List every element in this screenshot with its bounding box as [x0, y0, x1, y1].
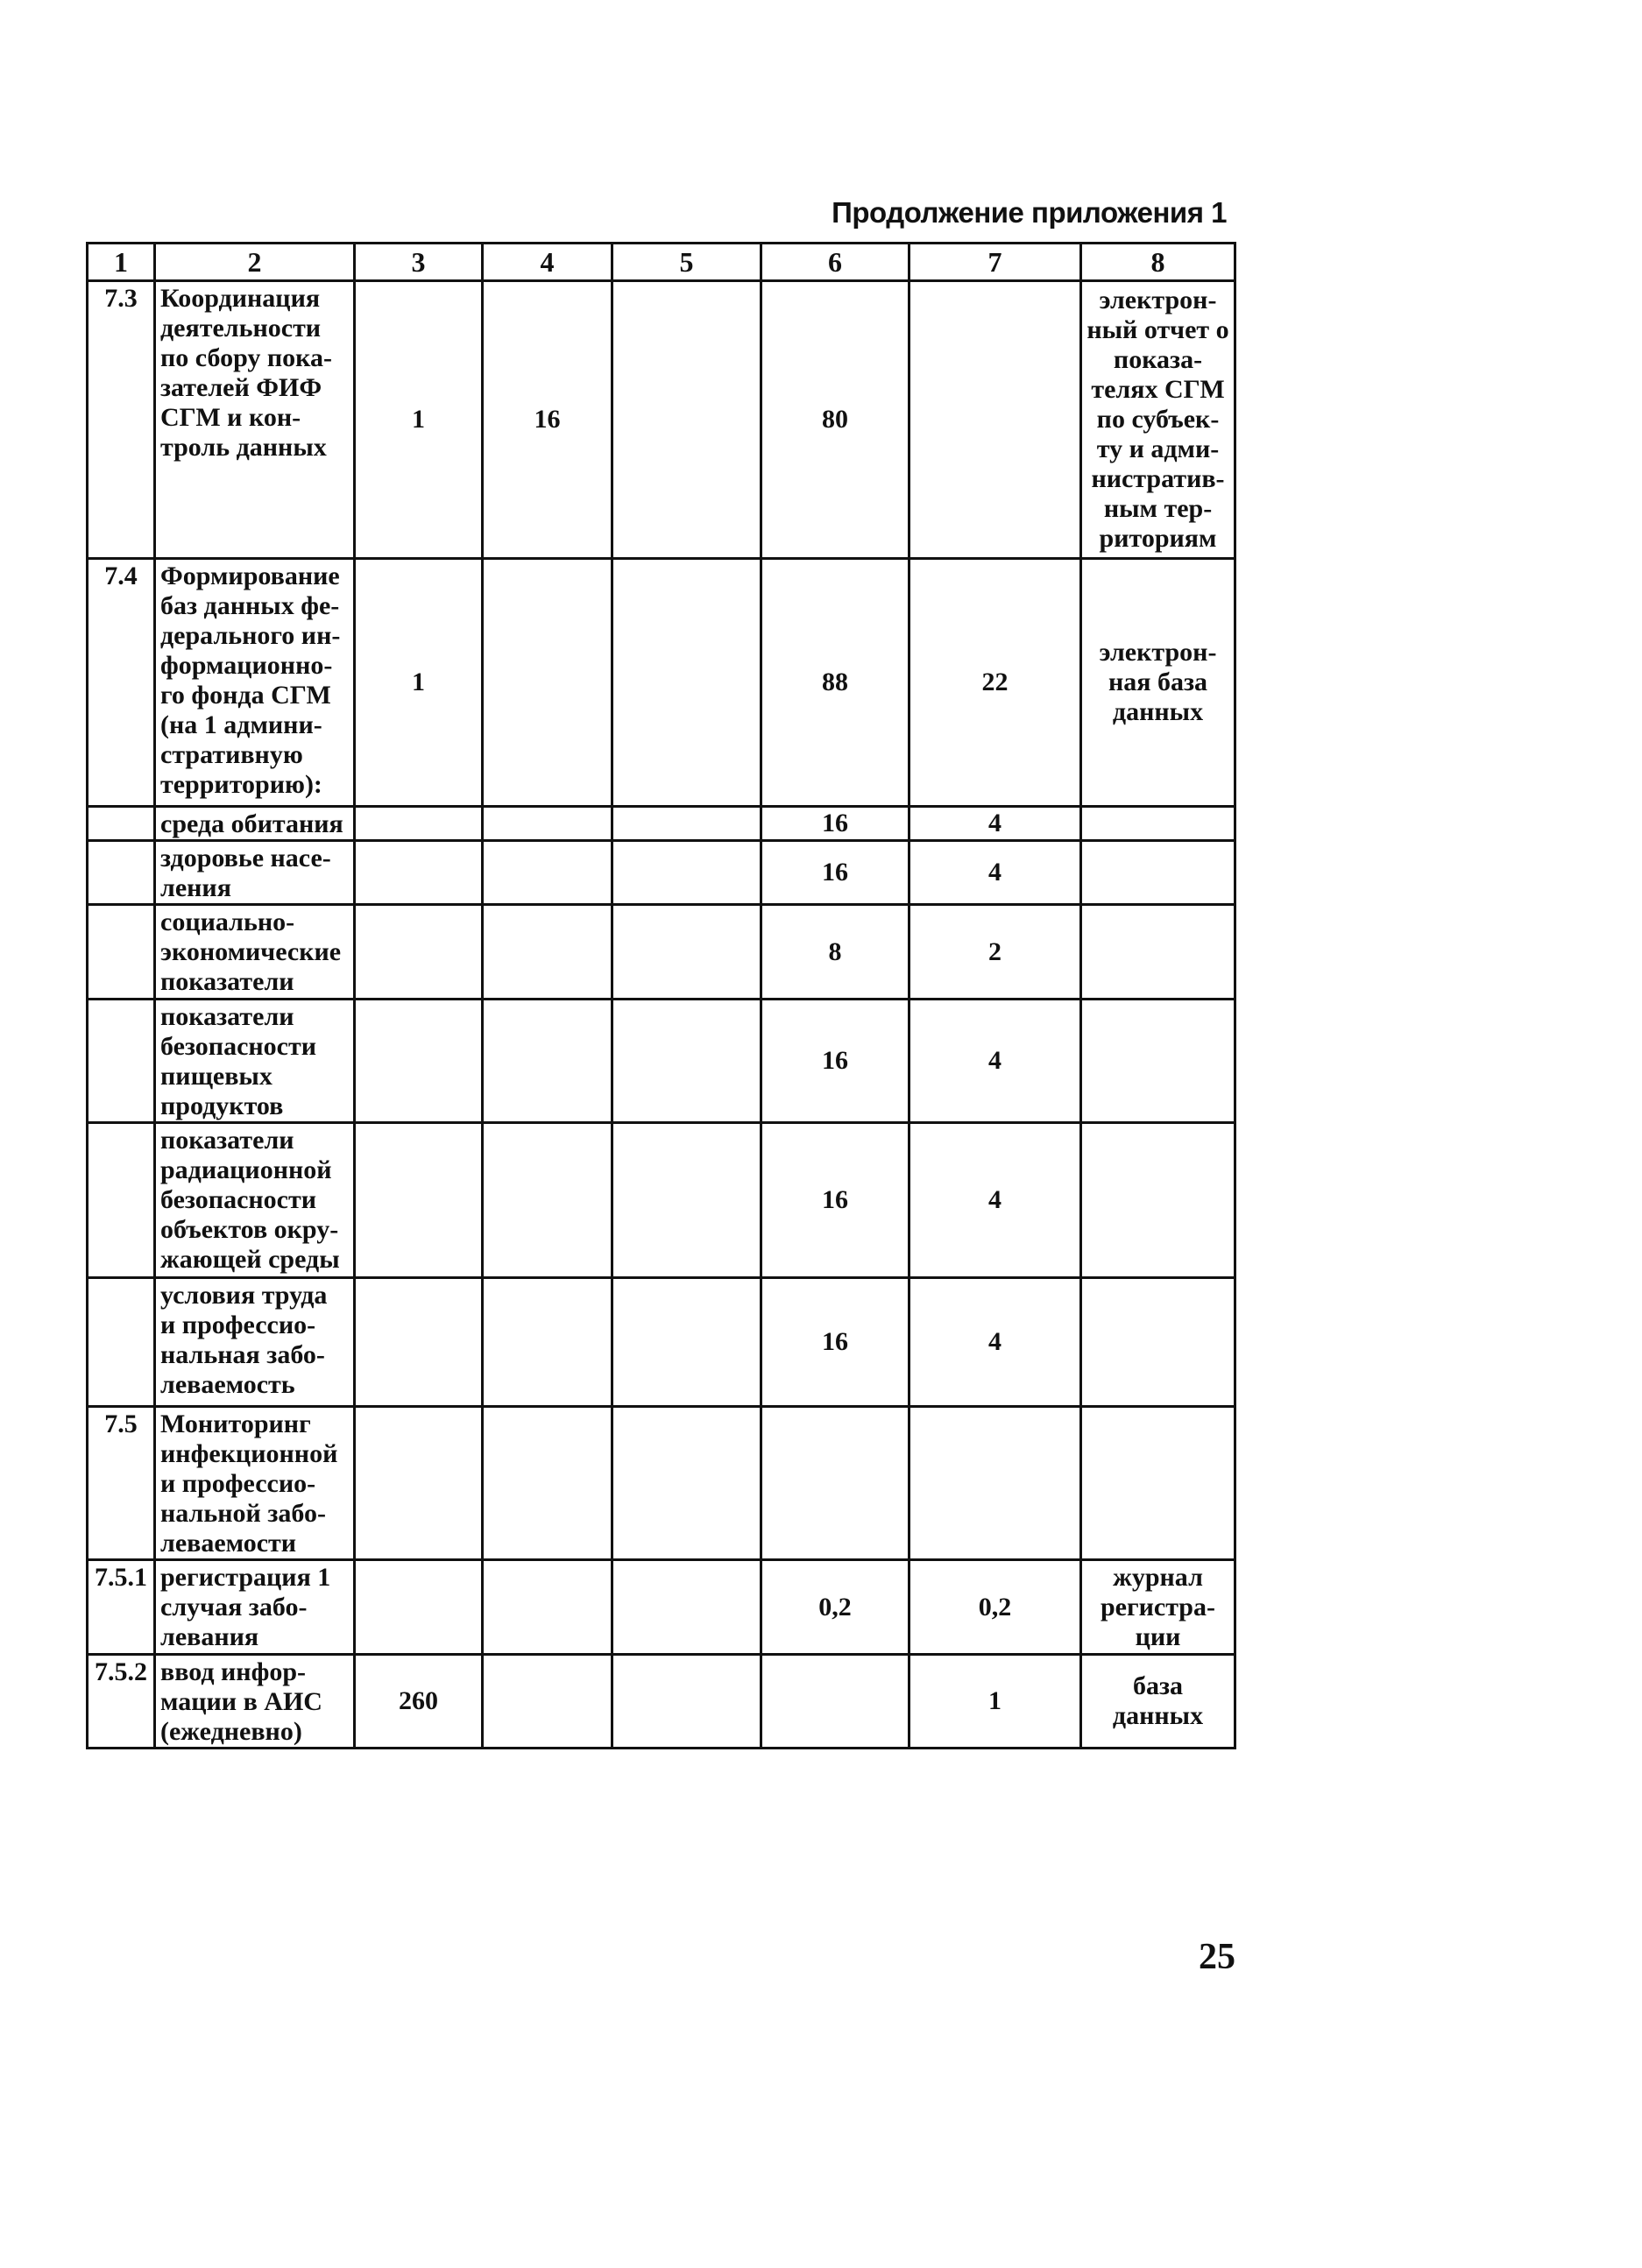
cell-col-4	[483, 905, 612, 1000]
cell-col-7: 4	[909, 807, 1081, 841]
table-row	[88, 905, 1235, 1000]
cell-col-8	[1081, 905, 1235, 1000]
table-row	[88, 1407, 1235, 1560]
cell-col-2: среда обитания	[155, 807, 355, 841]
cell-col-7: 4	[909, 1278, 1081, 1407]
cell-col-1	[88, 1123, 155, 1278]
column-header: 1	[88, 244, 155, 281]
cell-col-4	[483, 1655, 612, 1749]
cell-col-1	[88, 1000, 155, 1123]
cell-col-3	[355, 1560, 483, 1655]
cell-col-5	[612, 1560, 761, 1655]
continuation-header: Продолжение приложения 1	[832, 196, 1227, 229]
cell-col-8	[1081, 1278, 1235, 1407]
column-header: 5	[612, 244, 761, 281]
cell-col-7: 1	[909, 1655, 1081, 1749]
cell-col-8: электрон-ная база данных	[1081, 559, 1235, 807]
cell-col-4: 16	[483, 281, 612, 559]
cell-col-1: 7.5.1	[88, 1560, 155, 1655]
cell-col-7: 4	[909, 1000, 1081, 1123]
cell-col-2: ввод инфор-мации в АИС (ежедневно)	[155, 1655, 355, 1749]
cell-col-7: 4	[909, 1123, 1081, 1278]
cell-col-3	[355, 1000, 483, 1123]
cell-col-3	[355, 1407, 483, 1560]
cell-col-4	[483, 1000, 612, 1123]
cell-col-4	[483, 841, 612, 905]
table-body	[88, 244, 1235, 1749]
column-header: 6	[761, 244, 909, 281]
cell-col-7	[909, 1407, 1081, 1560]
cell-col-2: показатели радиационной безопасности объектов окру-жающей среды	[155, 1123, 355, 1278]
cell-col-6: 16	[761, 841, 909, 905]
column-header: 7	[909, 244, 1081, 281]
cell-col-1: 7.3	[88, 281, 155, 559]
table-row	[88, 841, 1235, 905]
table-row	[88, 559, 1235, 807]
cell-col-5	[612, 281, 761, 559]
cell-col-1: 7.5.2	[88, 1655, 155, 1749]
cell-col-2: здоровье насе-ления	[155, 841, 355, 905]
table-row	[88, 1560, 1235, 1655]
norms-table	[86, 242, 1236, 1749]
cell-col-8	[1081, 1407, 1235, 1560]
cell-col-2: регистрация 1 случая забо-левания	[155, 1560, 355, 1655]
cell-col-6: 0,2	[761, 1560, 909, 1655]
cell-col-8	[1081, 807, 1235, 841]
cell-col-3: 1	[355, 281, 483, 559]
cell-col-4	[483, 1278, 612, 1407]
cell-col-7: 2	[909, 905, 1081, 1000]
cell-col-2: Координация деятельности по сбору пока-зателей ФИФ СГМ и кон-троль данных	[155, 281, 355, 559]
cell-col-6: 16	[761, 807, 909, 841]
cell-col-3	[355, 905, 483, 1000]
column-header: 2	[155, 244, 355, 281]
cell-col-6: 8	[761, 905, 909, 1000]
cell-col-8	[1081, 1123, 1235, 1278]
cell-col-7: 22	[909, 559, 1081, 807]
page-number: 25	[1199, 1937, 1235, 1977]
cell-col-5	[612, 841, 761, 905]
cell-col-5	[612, 807, 761, 841]
cell-col-6: 16	[761, 1000, 909, 1123]
cell-col-1	[88, 841, 155, 905]
cell-col-6	[761, 1407, 909, 1560]
table-row	[88, 1655, 1235, 1749]
cell-col-4	[483, 1560, 612, 1655]
cell-col-2: условия труда и профессио-нальная забо-леваемость	[155, 1278, 355, 1407]
cell-col-5	[612, 1278, 761, 1407]
cell-col-5	[612, 905, 761, 1000]
column-number-row	[88, 244, 1235, 281]
cell-col-4	[483, 1123, 612, 1278]
column-header: 8	[1081, 244, 1235, 281]
cell-col-1	[88, 905, 155, 1000]
cell-col-5	[612, 1000, 761, 1123]
cell-col-8: журнал регистра-ции	[1081, 1560, 1235, 1655]
cell-col-7	[909, 281, 1081, 559]
cell-col-3: 260	[355, 1655, 483, 1749]
table-row	[88, 1123, 1235, 1278]
cell-col-4	[483, 559, 612, 807]
cell-col-3	[355, 807, 483, 841]
table-row	[88, 807, 1235, 841]
cell-col-8: электрон-ный отчет о показа-телях СГМ по субъек-ту и адми-нистратив-ным тер-риториям	[1081, 281, 1235, 559]
column-header: 3	[355, 244, 483, 281]
cell-col-4	[483, 1407, 612, 1560]
table-row	[88, 1278, 1235, 1407]
cell-col-6: 16	[761, 1278, 909, 1407]
cell-col-2: социально-экономические показатели	[155, 905, 355, 1000]
cell-col-5	[612, 1407, 761, 1560]
cell-col-6: 88	[761, 559, 909, 807]
cell-col-3	[355, 1278, 483, 1407]
cell-col-5	[612, 559, 761, 807]
cell-col-3	[355, 841, 483, 905]
table-row	[88, 281, 1235, 559]
cell-col-5	[612, 1655, 761, 1749]
cell-col-3: 1	[355, 559, 483, 807]
table-row	[88, 1000, 1235, 1123]
cell-col-4	[483, 807, 612, 841]
cell-col-8: база данных	[1081, 1655, 1235, 1749]
cell-col-6: 80	[761, 281, 909, 559]
cell-col-2: показатели безопасности пищевых продуктов	[155, 1000, 355, 1123]
cell-col-7: 0,2	[909, 1560, 1081, 1655]
column-header: 4	[483, 244, 612, 281]
cell-col-2: Формирование баз данных фе-дерального ин-формационно-го фонда СГМ (на 1 админи-стративную территорию):	[155, 559, 355, 807]
cell-col-5	[612, 1123, 761, 1278]
cell-col-6: 16	[761, 1123, 909, 1278]
cell-col-8	[1081, 841, 1235, 905]
cell-col-1: 7.4	[88, 559, 155, 807]
cell-col-3	[355, 1123, 483, 1278]
cell-col-7: 4	[909, 841, 1081, 905]
cell-col-1	[88, 1278, 155, 1407]
cell-col-8	[1081, 1000, 1235, 1123]
cell-col-6	[761, 1655, 909, 1749]
cell-col-2: Мониторинг инфекционной и профессио-нальной забо-леваемости	[155, 1407, 355, 1560]
cell-col-1: 7.5	[88, 1407, 155, 1560]
cell-col-1	[88, 807, 155, 841]
